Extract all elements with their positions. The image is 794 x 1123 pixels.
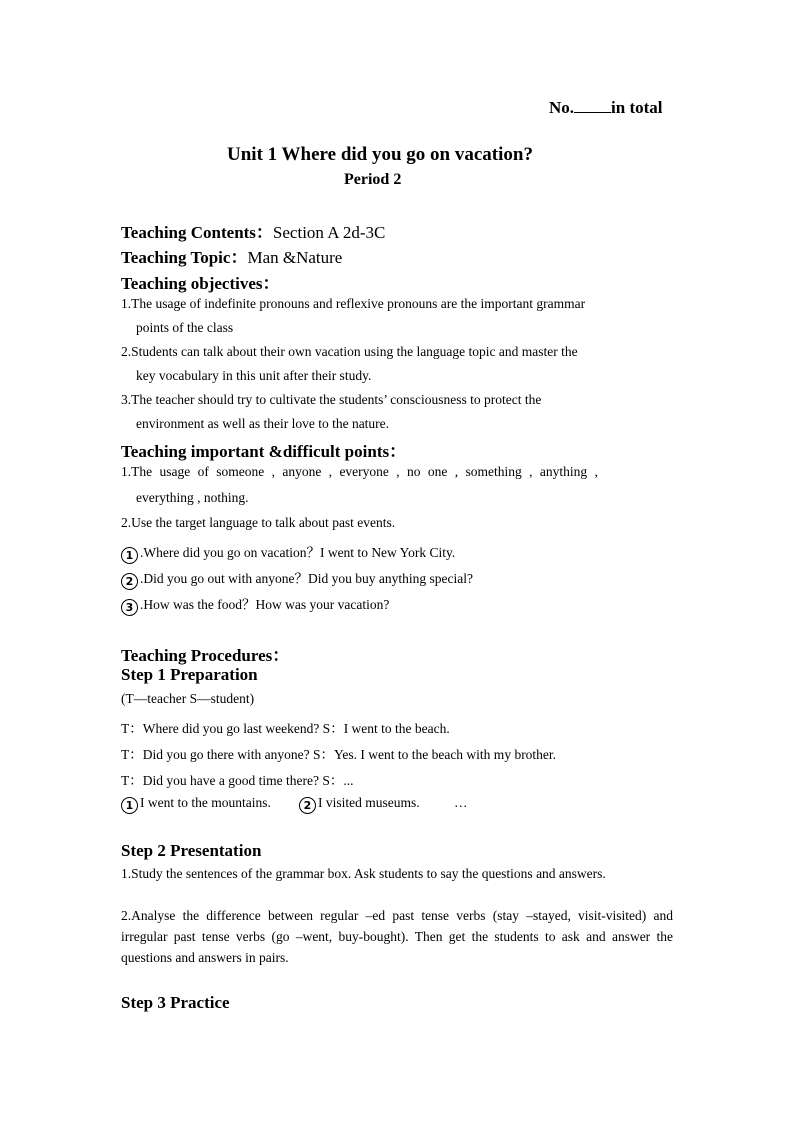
objective-2-line1: 2.Students can talk about their own vacation using the language topic and master the (121, 344, 578, 359)
objective-1-line2: points of the class (136, 320, 234, 335)
objective-2-line2: key vocabulary in this unit after their study. (136, 368, 372, 383)
step-2-item-2: 2.Analyse the difference between regular –ed past tense verbs (stay –stayed, visit-visited) and irregular past tense verbs (go –went, buy-bought). Then get the students to ask and answer the questions and answers in pairs. (121, 908, 673, 965)
point-2: 2.Use the target language to talk about past events. (121, 515, 396, 530)
step-2-title: Step 2 Presentation (121, 841, 262, 860)
example-3-text: .How was the food？How was your vacation? (140, 597, 390, 612)
objective-1-line1: 1.The usage of indefinite pronouns and reflexive pronouns are the important grammar (121, 296, 586, 311)
teaching-procedures-heading: Teaching Procedures： (121, 646, 290, 665)
circled-number-2: 2 (299, 797, 316, 814)
answer-1-text: I went to the mountains. (140, 795, 271, 810)
teaching-contents (121, 218, 385, 243)
example-2 (121, 567, 473, 590)
teaching-contents-label: Teaching Contents： (121, 223, 273, 242)
important-points-heading: Teaching important &difficult points： (121, 442, 407, 461)
teaching-topic-label: Teaching Topic： (121, 248, 248, 267)
circled-number-1: 1 (121, 547, 138, 564)
no-suffix: in total (611, 98, 663, 117)
teaching-topic-value: Man &Nature (247, 248, 343, 267)
dialog-line-1: T：Where did you go last weekend? S：I went to the beach. (121, 721, 450, 736)
answer-2 (299, 795, 420, 814)
objective-3-line1: 3.The teacher should try to cultivate the students’ consciousness to protect the (121, 392, 542, 407)
dialog-line-3: T：Did you have a good time there? S：... (121, 773, 354, 788)
circled-number-1: 1 (121, 797, 138, 814)
step-1-legend: (T—teacher S—student) (121, 691, 255, 706)
teaching-contents-value: Section A 2d-3C (272, 223, 386, 242)
objective-3-line2: environment as well as their love to the nature. (136, 416, 390, 431)
no-blank-underline (574, 100, 611, 113)
teaching-topic (121, 243, 342, 268)
example-3 (121, 593, 389, 616)
circled-number-2: 2 (121, 573, 138, 590)
example-1 (121, 541, 455, 564)
example-1-text: .Where did you go on vacation？I went to New York City. (140, 545, 456, 560)
lesson-number-line (549, 98, 663, 118)
point-1-line1: 1.The usage of someone , anyone , everyone , no one , something , anything , (121, 464, 598, 479)
point-1-line2: everything , nothing. (136, 490, 249, 505)
period-title: Period 2 (344, 171, 402, 188)
step-3-title: Step 3 Practice (121, 993, 230, 1012)
answer-ellipsis: … (454, 795, 468, 810)
dialog-line-2: T：Did you go there with anyone? S：Yes. I went to the beach with my brother. (121, 747, 557, 762)
step-1-title: Step 1 Preparation (121, 665, 258, 684)
answer-1 (121, 795, 271, 814)
teaching-objectives-heading: Teaching objectives： (121, 274, 280, 293)
step-2-item-1: 1.Study the sentences of the grammar box. Ask students to say the questions and answers. (121, 866, 606, 881)
no-prefix: No. (549, 98, 575, 117)
unit-title: Unit 1 Where did you go on vacation? (227, 144, 533, 165)
circled-number-3: 3 (121, 599, 138, 616)
answer-2-text: I visited museums. (318, 795, 420, 810)
example-2-text: .Did you go out with anyone？Did you buy anything special? (140, 571, 473, 586)
